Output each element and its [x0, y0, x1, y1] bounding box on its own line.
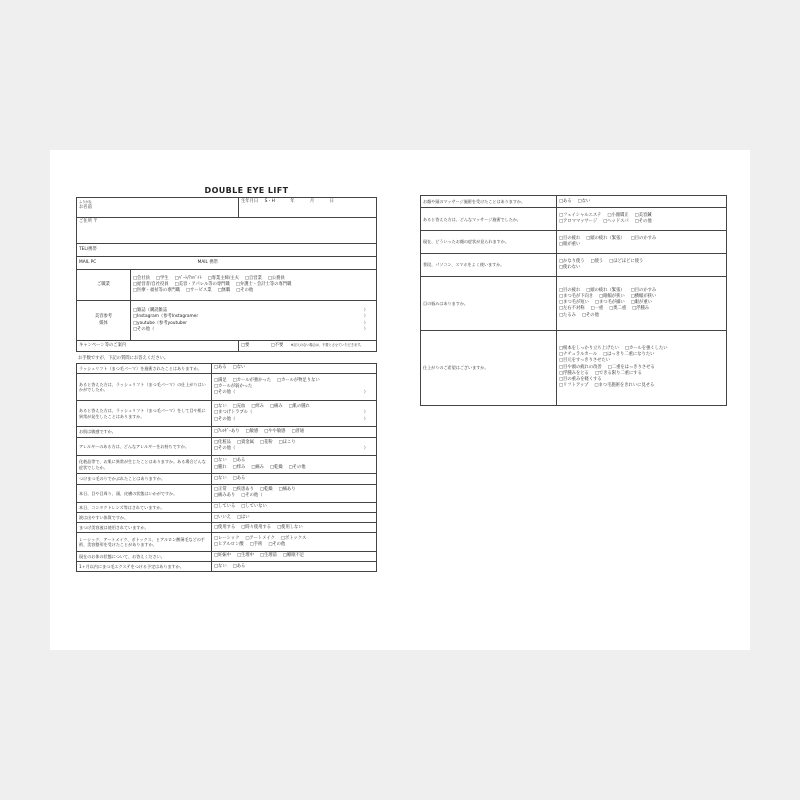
checkbox-option[interactable]: □ある: [559, 198, 572, 204]
checkbox-option[interactable]: □痛み: [269, 404, 283, 410]
campaign-options[interactable]: [239, 341, 377, 352]
checkbox-option[interactable]: □使用しない: [277, 524, 303, 530]
occupation-row: □医療・福祉等の専門職 □サービス業 □無職 □その他: [133, 288, 254, 294]
mail-mobile-label: MAIL 携帯: [197, 259, 218, 265]
answer-options[interactable]: [212, 455, 377, 473]
checkbox-option[interactable]: □普通: [291, 428, 305, 434]
answer-options[interactable]: [212, 513, 377, 523]
checkbox-option[interactable]: □ある: [232, 563, 246, 569]
checkbox-option[interactable]: □根本をしっかり立ち上げたい: [559, 345, 619, 351]
profile-table: [76, 197, 377, 352]
answer-options[interactable]: [212, 484, 377, 502]
checkbox-option[interactable]: □化粧品: [214, 440, 231, 446]
occupation-options[interactable]: [131, 270, 377, 301]
checkbox-option[interactable]: □貴金属: [236, 440, 254, 446]
question-text: 現在、どういったお顔の症状が見られますか。: [421, 231, 557, 254]
answer-options[interactable]: [212, 551, 377, 561]
checkbox-option[interactable]: □していない: [241, 504, 267, 510]
checkbox-option[interactable]: □かなり使う: [559, 258, 585, 264]
option-line: [214, 465, 374, 471]
right-questionnaire: [420, 195, 727, 406]
answer-options[interactable]: [557, 253, 727, 276]
checkbox-option[interactable]: □目の疲れ: [559, 287, 581, 293]
question-row: [77, 484, 377, 502]
question-row: [421, 208, 727, 231]
question-text: 本日、目や目周り、頭、皮膚の状態はいかがですか。: [77, 484, 212, 502]
option-line: [214, 525, 374, 531]
question-text: 1ヶ月以内にまつ毛エクステをつける予定はありますか。: [77, 562, 212, 572]
question-row: [77, 562, 377, 572]
checkbox-option[interactable]: □乾燥: [269, 464, 283, 470]
checkbox-option[interactable]: □正常: [214, 487, 227, 493]
checkbox-option[interactable]: □妊娠中: [214, 553, 231, 559]
checkbox-option[interactable]: □カールが強かった: [232, 377, 272, 383]
checkbox-option[interactable]: □眼が重い: [559, 242, 581, 248]
checkbox-option[interactable]: □まつ毛が短い: [559, 300, 589, 306]
checkbox-option[interactable]: □腫れ: [214, 464, 227, 470]
checkbox-option[interactable]: □小顔矯正: [607, 213, 629, 219]
campaign-label: キャンペーン等のご案内: [77, 341, 239, 352]
checkbox-option[interactable]: □ヘッドスパ: [603, 219, 629, 225]
checkbox-option[interactable]: □ほどほどに使う: [609, 258, 644, 264]
checkbox-option[interactable]: □目のかすみ: [630, 235, 657, 241]
question-text: あると答えた方は、ラッシュリフト（まつ毛パーマ）の仕上がりはいかがでしたか。: [77, 374, 212, 401]
name-label: お名前: [79, 204, 92, 210]
question-row: [77, 502, 377, 512]
checkbox-option[interactable]: □ある: [232, 458, 246, 464]
media-option[interactable]: □雑誌（購読雑誌 ）: [133, 308, 368, 314]
option-line: [559, 199, 724, 205]
checkbox-option[interactable]: □その他: [288, 464, 306, 470]
checkbox-option[interactable]: □横幅が狭い: [630, 293, 657, 299]
option-line: [559, 219, 724, 225]
option-line: [559, 265, 724, 271]
checkbox-option[interactable]: □レーシック: [214, 535, 240, 541]
checkbox-option[interactable]: □ない: [232, 365, 246, 371]
option-line: [559, 313, 724, 319]
option-line: [214, 476, 374, 482]
mail-pc-label: MAIL PC: [79, 259, 97, 265]
question-text: 本日、コンタクトレンズ等はされていますか。: [77, 502, 212, 512]
question-text: お肌は敏感ですか。: [77, 427, 212, 437]
birthdate-cell[interactable]: [239, 198, 377, 218]
checkbox-option[interactable]: □ボトックス: [280, 535, 307, 541]
address-cell[interactable]: [77, 218, 377, 244]
checkbox-option[interactable]: □痛あり: [278, 487, 296, 493]
intro-note: お手数ですが、下記の質問にお答えください。: [78, 356, 169, 361]
checkbox-option[interactable]: □一重: [590, 306, 604, 312]
checkbox-option[interactable]: □ｱﾚﾙｷﾞｰあり: [214, 428, 240, 434]
answer-options[interactable]: [557, 208, 727, 231]
checkbox-option[interactable]: □浮腫み: [632, 306, 650, 312]
checkbox-option[interactable]: □睡眠不足: [282, 553, 305, 559]
checkbox-option[interactable]: □ヒアルロン酸: [214, 542, 244, 548]
checkbox-option[interactable]: □その他: [268, 542, 286, 548]
checkbox-option[interactable]: □たるみ: [559, 312, 576, 318]
answer-options[interactable]: [557, 330, 727, 405]
media-option[interactable]: □その他（ ）: [133, 326, 368, 332]
checkbox-option[interactable]: □肌の腫れ: [288, 404, 310, 410]
checkbox-option[interactable]: □目元をすっきりさせたい: [559, 358, 611, 364]
checkbox-option[interactable]: □ない: [214, 563, 227, 569]
question-row: [421, 276, 727, 330]
question-text: 仕上がりのご希望はございますか。: [421, 330, 557, 405]
option-line: □その他（ ）: [214, 416, 368, 422]
furigana-label: ふりがな: [79, 199, 92, 204]
question-text: あると答えた方は、どんなマッサージ施術でしたか。: [421, 208, 557, 231]
option-line: [214, 542, 374, 548]
checkbox-option[interactable]: □浮腫みをとる: [559, 370, 589, 376]
checkbox-option[interactable]: □その他（: [214, 446, 236, 452]
media-option[interactable]: □Instagram（参考Instagramer ）: [133, 314, 368, 320]
question-text: 化粧品等で、お肌に異常が生じたことはありますか。ある場合どんな症状でしたか。: [77, 455, 212, 473]
answer-options[interactable]: [212, 523, 377, 533]
checkbox-option[interactable]: □使わない: [559, 264, 581, 270]
option-line: [559, 383, 724, 389]
era-options: S・H: [264, 198, 275, 204]
checkbox-option[interactable]: □ある: [214, 365, 227, 371]
occupation-row: □会社員 □学生 □ﾊﾟｰﾄ/ｱﾙﾊﾞｲﾄ □専業主婦/主夫 □自営業 □公務員: [133, 275, 285, 281]
form-sheet: [50, 150, 750, 650]
answer-options[interactable]: [557, 231, 727, 254]
checkbox-option[interactable]: □その他（: [241, 493, 263, 499]
checkbox-option[interactable]: □まつ毛施術をきれいに見せる: [594, 383, 655, 389]
tel-cell[interactable]: [77, 244, 377, 257]
question-text: アレルギーのある方は、どんなアレルギーをお持ちですか。: [77, 437, 212, 455]
option-line: □その他（ ）: [214, 446, 368, 452]
question-text: あると答えた方は、ラッシュリフト（まつ毛パーマ）をして目や肌に異常が発生したことはありますか。: [77, 400, 212, 427]
checkbox-option[interactable]: □眼が重い: [630, 300, 652, 306]
option-line: [214, 553, 374, 559]
answer-options[interactable]: [557, 276, 727, 330]
checkbox-option[interactable]: □ない: [214, 404, 227, 410]
option-line: [214, 493, 374, 499]
checkbox-option[interactable]: □カールが弱かった: [214, 383, 253, 389]
checkbox-option[interactable]: □花粉: [259, 440, 273, 446]
right-page: [420, 195, 727, 406]
question-row: [421, 196, 727, 208]
checkbox-option[interactable]: □痛み: [251, 464, 264, 470]
left-questionnaire: [76, 363, 377, 572]
checkbox-option[interactable]: □その他（: [214, 390, 236, 396]
tel-label: TEL/携帯: [79, 246, 97, 252]
checkbox-option[interactable]: □充血: [232, 404, 246, 410]
question-row: [77, 400, 377, 427]
question-row: [77, 551, 377, 561]
checkbox-option[interactable]: □痒み: [251, 404, 264, 410]
question-row: [77, 427, 377, 437]
campaign-note: ※記入のない場合は、不要とさせていただきます。: [290, 343, 364, 348]
question-row: [77, 364, 377, 374]
day-label: 日: [329, 198, 334, 204]
occupation-row: □経営者/自社役員 □美容・アパレル等の専門職 □弁護士・会計士等の専門職: [133, 281, 292, 287]
address-label: ご住所 〒: [79, 218, 98, 224]
form-title: DOUBLE EYE LIFT: [204, 186, 289, 195]
answer-options[interactable]: [212, 427, 377, 437]
question-text: レーシック、アートメイク、ボトックス、ヒアルロン酸薄毛などの手術、美容整形を受けたことがありますか。: [77, 533, 212, 551]
checkbox-option[interactable]: □フェイシャルエステ: [559, 213, 602, 219]
question-row: [77, 523, 377, 533]
checkbox-option[interactable]: □その他: [581, 312, 599, 318]
checkbox-option[interactable]: □手術: [249, 542, 263, 548]
checkbox-option[interactable]: □痒み: [232, 464, 246, 470]
checkbox-option[interactable]: □生理前: [259, 553, 277, 559]
question-text: 涙は出やすい体質ですか。: [77, 513, 212, 523]
answer-options[interactable]: [212, 533, 377, 551]
answer-options[interactable]: [212, 437, 377, 455]
month-label: 月: [309, 198, 315, 204]
mail-cell[interactable]: [77, 257, 377, 270]
checkbox-option[interactable]: □その他（: [214, 416, 236, 422]
checkbox-option[interactable]: □まつげトラブル（: [214, 410, 253, 416]
question-row: [77, 533, 377, 551]
option-line: □その他（ ）: [214, 390, 368, 396]
option-line: [214, 365, 374, 371]
option-line: [214, 504, 374, 510]
checkbox-option[interactable]: □目の重みを軽くする: [559, 376, 602, 382]
checkbox-option[interactable]: □頭の疲れ（緊張）: [586, 235, 625, 241]
checkbox-option[interactable]: □ほこり: [278, 440, 296, 446]
answer-options[interactable]: [212, 400, 377, 427]
checkbox-option[interactable]: □奥二重: [609, 306, 627, 312]
question-row: [421, 330, 727, 405]
checkbox-option[interactable]: □まつ毛が細い: [594, 300, 625, 306]
checkbox-option[interactable]: □生理中: [236, 553, 254, 559]
checkbox-option[interactable]: □ナチュラルカール: [559, 352, 598, 358]
question-row: [421, 231, 727, 254]
question-text: つけまつ毛のりでかぶれたことはありますか。: [77, 474, 212, 484]
option-line: [214, 515, 374, 521]
campaign-yes[interactable]: □要: [241, 343, 250, 349]
option-line: [214, 429, 374, 435]
answer-options[interactable]: [557, 196, 727, 208]
checkbox-option[interactable]: □アートメイク: [245, 535, 275, 541]
checkbox-option[interactable]: □アロママッサージ: [559, 219, 598, 225]
checkbox-option[interactable]: □カールを強くしたい: [624, 345, 668, 351]
media-options[interactable]: [131, 301, 377, 341]
checkbox-option[interactable]: □ない: [577, 198, 591, 204]
answer-options[interactable]: [212, 374, 377, 401]
question-text: ラッシュリフト（まつ毛パーマ）を施術されたことはありますか。: [77, 364, 212, 374]
checkbox-option[interactable]: □敏感: [245, 428, 259, 434]
checkbox-option[interactable]: □頭の疲れ（緊張）: [586, 287, 625, 293]
checkbox-option[interactable]: □ある: [232, 475, 246, 481]
question-row: [77, 513, 377, 523]
checkbox-option[interactable]: □リフトアップ: [559, 383, 589, 389]
option-line: [559, 242, 724, 248]
birth-label: 生年月日: [241, 198, 259, 204]
checkbox-option[interactable]: □目や頭の疲れの改善: [559, 364, 602, 370]
question-row: [77, 474, 377, 484]
checkbox-option[interactable]: □やや敏感: [264, 428, 286, 434]
answer-options[interactable]: [212, 364, 377, 374]
question-text: お顔や頭のマッサージ施術を受けたことはありますか。: [421, 196, 557, 208]
question-row: [421, 253, 727, 276]
question-text: まつげ美容液は使用されていますか。: [77, 523, 212, 533]
checkbox-option[interactable]: □ない: [214, 475, 227, 481]
checkbox-option[interactable]: □ない: [214, 458, 227, 464]
checkbox-option[interactable]: □できる限り二重にする: [594, 370, 642, 376]
checkbox-option[interactable]: □使う: [590, 258, 604, 264]
checkbox-option[interactable]: □美容鍼: [634, 213, 652, 219]
checkbox-option[interactable]: □満足: [214, 377, 227, 383]
checkbox-option[interactable]: □はっきり二重になりたい: [603, 352, 655, 358]
media-label: 美容参考 媒体: [77, 301, 131, 341]
checkbox-option[interactable]: □時々使用する: [241, 524, 272, 530]
answer-options[interactable]: [212, 502, 377, 512]
question-row: [77, 374, 377, 401]
answer-options[interactable]: [212, 474, 377, 484]
checkbox-option[interactable]: □いいえ: [214, 514, 231, 520]
checkbox-option[interactable]: □疾患あり: [232, 487, 254, 493]
question-row: [77, 437, 377, 455]
checkbox-option[interactable]: □目のかすみ: [630, 287, 657, 293]
answer-options[interactable]: [212, 562, 377, 572]
campaign-no[interactable]: □不要: [270, 343, 284, 349]
checkbox-option[interactable]: □左右不対称: [559, 306, 585, 312]
checkbox-option[interactable]: □痛みあり: [214, 493, 236, 499]
option-line: □まつげトラブル（ ）: [214, 410, 368, 416]
checkbox-option[interactable]: □まつ毛が下向き: [559, 293, 594, 299]
checkbox-option[interactable]: □している: [214, 504, 236, 510]
checkbox-option[interactable]: □はい: [236, 514, 250, 520]
name-cell[interactable]: [77, 198, 239, 218]
checkbox-option[interactable]: □カールが物足りない: [277, 377, 320, 383]
question-row: [77, 455, 377, 473]
checkbox-option[interactable]: □乾燥: [259, 487, 273, 493]
checkbox-option[interactable]: □眼幅が狭い: [599, 293, 625, 299]
question-text: 現在のお体の状態について、お答えください。: [77, 551, 212, 561]
checkbox-option[interactable]: □二重をはっきりさせる: [607, 364, 655, 370]
year-label: 年: [290, 198, 295, 204]
question-text: 目の悩みはありますか。: [421, 276, 557, 330]
question-text: 普段、パソコン、スマホをよく使いますか。: [421, 253, 557, 276]
occupation-label: ご職業: [77, 270, 131, 301]
checkbox-option[interactable]: □使用する: [214, 524, 236, 530]
checkbox-option[interactable]: □その他: [634, 219, 652, 225]
checkbox-option[interactable]: □目の疲れ: [559, 235, 581, 241]
option-line: [214, 564, 374, 570]
left-page: [76, 185, 377, 572]
media-option[interactable]: □youtube（参考youtuber ）: [133, 320, 368, 326]
